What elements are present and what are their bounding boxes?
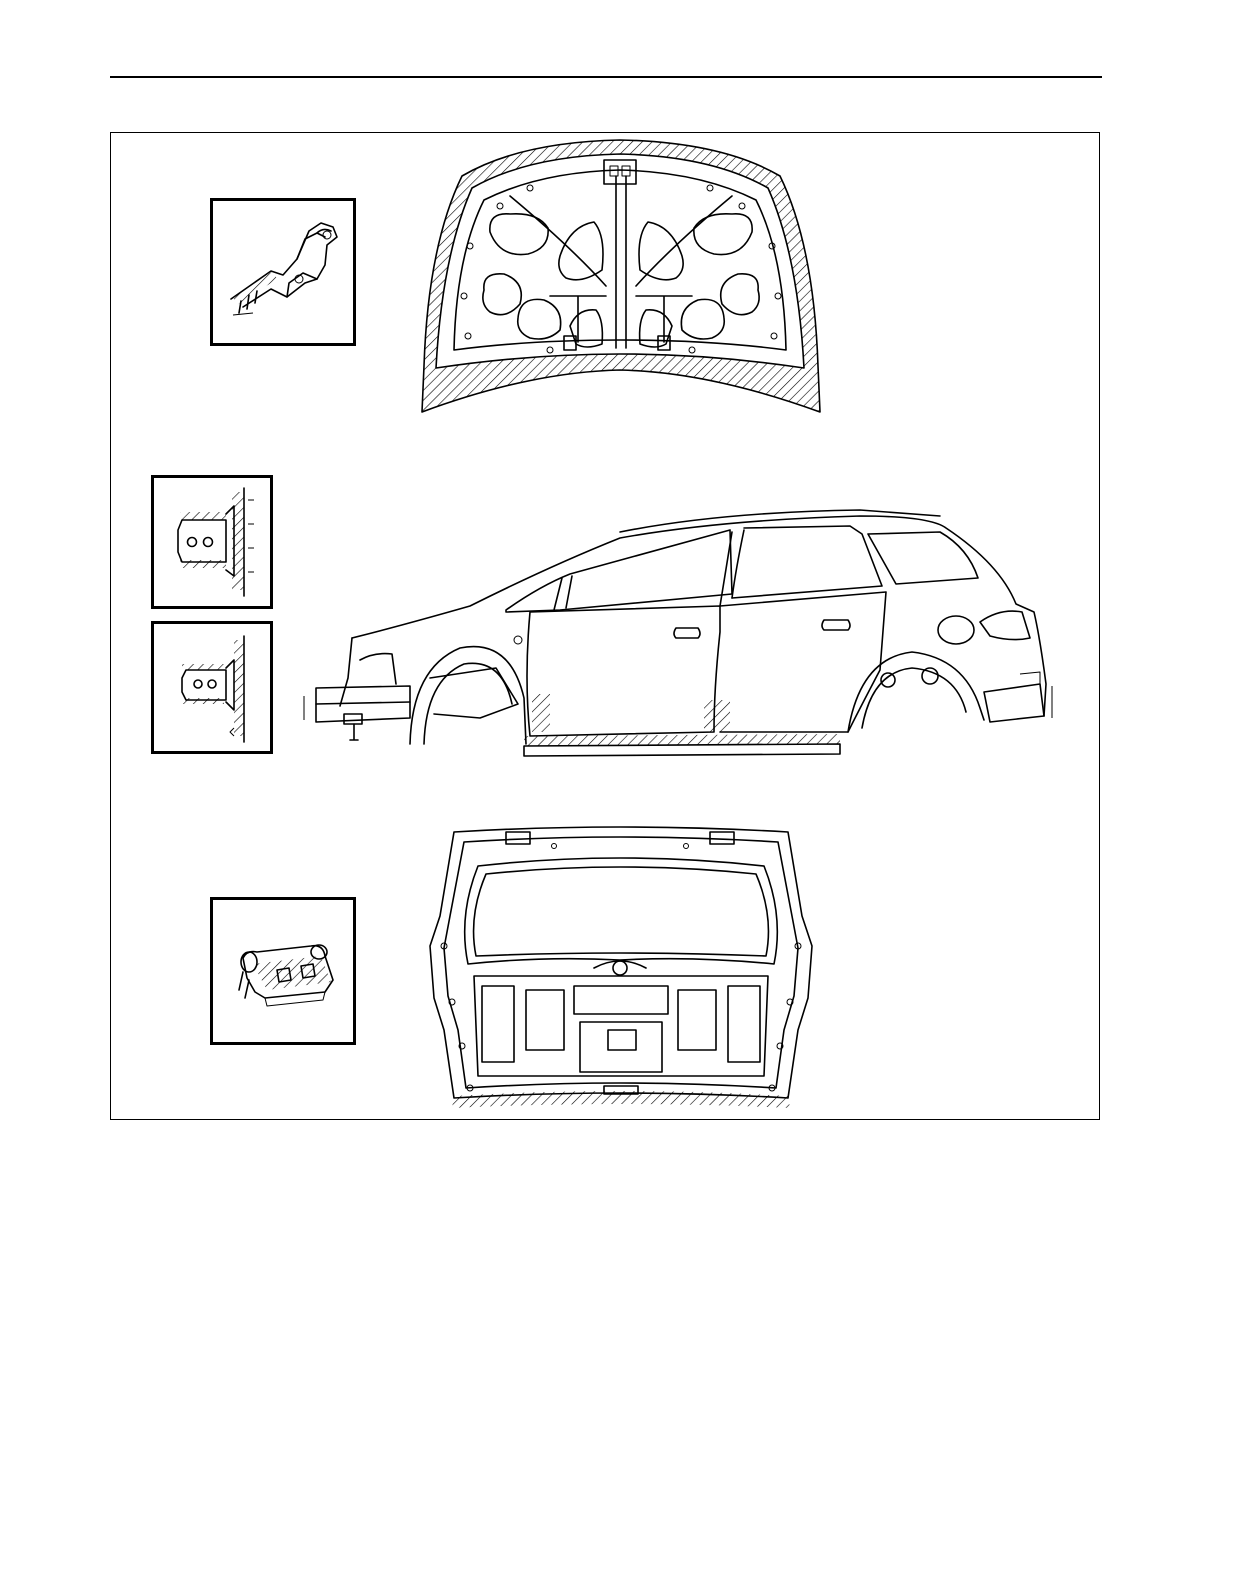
door-hinge-lower-detail <box>151 621 273 754</box>
liftgate-hinge-detail <box>210 897 356 1045</box>
hinge-bracket-icon <box>213 201 353 343</box>
door-hinge-upper-detail <box>151 475 273 609</box>
hinge-plate-icon <box>154 624 270 751</box>
body-side-drawing <box>300 508 1064 770</box>
header-rule <box>110 76 1102 78</box>
hinge-plate-icon <box>154 478 270 606</box>
hinge-bracket-icon <box>213 900 353 1042</box>
hood-hinge-detail <box>210 198 356 346</box>
hood-drawing <box>410 136 832 422</box>
liftgate-drawing <box>414 826 828 1116</box>
